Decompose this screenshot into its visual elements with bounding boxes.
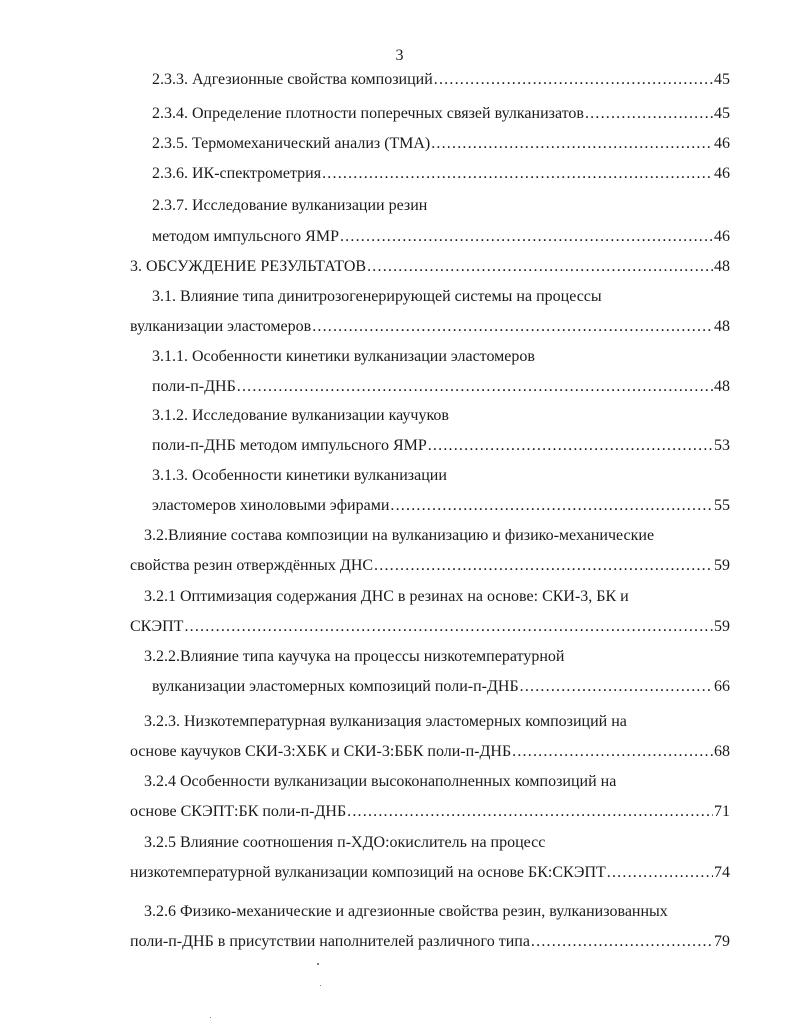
toc-entry-title: 2.3.4. Определение плотности поперечных связей вулканизатов [152,105,584,122]
toc-entry-3[interactable] [130,256,730,278]
toc-entry-3-1-2[interactable] [152,435,730,457]
toc-entry-title: вулканизации эластомеров [130,318,312,335]
toc-entry-3-2-6-line1[interactable]: 3.2.6 Физико-механические и адгезионные свойства резин, вулканизованных [144,903,668,920]
toc-leader-dots [434,69,713,91]
toc-entry-3-1-2-line1[interactable]: 3.1.2. Исследование вулканизации каучуков [152,407,449,424]
toc-entry-page: 59 [714,557,730,574]
toc-entry-page: 66 [714,678,730,695]
toc-entry-page: 79 [714,933,730,950]
toc-entry-3-2[interactable] [130,555,730,577]
toc-entry-page: 59 [714,618,730,635]
toc-entry-3-1-1[interactable] [152,376,730,398]
toc-entry-2-3-3[interactable] [152,69,730,91]
toc-entry-3-2-4-line1[interactable]: 3.2.4 Особенности вулканизации высоконаполненных композиций на [144,773,617,790]
toc-entry-title: эластомеров хиноловыми эфирами [152,497,390,514]
toc-entry-page: 68 [714,743,730,760]
toc-leader-dots [607,862,713,884]
toc-leader-dots [520,676,713,698]
toc-entry-title: низкотемпературной вулканизации композиций на основе БК:СКЭПТ [130,864,606,881]
page-number: 3 [395,47,404,64]
toc-entry-page: 53 [714,437,730,454]
scan-speck [210,1017,211,1018]
toc-entry-3-1-3-line1[interactable]: 3.1.3. Особенности кинетики вулканизации [152,467,447,484]
toc-entry-title: основе каучуков СКИ-3:ХБК и СКИ-3:ББК поли-п-ДНБ [130,743,512,760]
toc-entry-3-2-5-line1[interactable]: 3.2.5 Влияние соотношения п-ХДО:окислитель на процесс [144,834,546,851]
toc-entry-2-3-7-line1[interactable]: 2.3.7. Исследование вулканизации резин [152,197,428,214]
toc-leader-dots [322,163,713,185]
toc-leader-dots [512,741,713,763]
toc-entry-page: 45 [714,71,730,88]
toc-entry-page: 74 [714,864,730,881]
toc-entry-title: основе СКЭПТ:БК поли-п-ДНБ [130,803,347,820]
toc-entry-3-2-5[interactable] [130,862,730,884]
toc-entry-3-2-line1[interactable]: 3.2.Влияние состава композиции на вулканизацию и физико-механические [144,527,655,544]
toc-entry-title: поли-п-ДНБ в присутствии наполнителей различного типа [130,933,530,950]
toc-entry-3-1[interactable] [130,316,730,338]
toc-entry-2-3-4[interactable] [152,103,730,125]
toc-leader-dots [184,616,713,638]
scan-speck [317,963,319,965]
toc-leader-dots [237,376,713,398]
toc-leader-dots [428,435,713,457]
toc-entry-page: 48 [714,318,730,335]
toc-entry-page: 46 [714,135,730,152]
toc-leader-dots [585,103,713,125]
toc-entry-3-1-3[interactable] [152,495,730,517]
toc-entry-3-2-2[interactable] [152,676,730,698]
toc-entry-title: 2.3.3. Адгезионные свойства композиций [152,71,433,88]
toc-leader-dots [531,931,713,953]
toc-entry-3-2-3-line1[interactable]: 3.2.3. Низкотемпературная вулканизация эластомерных композиций на [144,713,627,730]
toc-entry-page: 48 [714,378,730,395]
toc-entry-page: 45 [714,105,730,122]
toc-entry-page: 71 [714,803,730,820]
toc-entry-3-2-4[interactable] [130,801,730,823]
toc-entry-title: 3. ОБСУЖДЕНИЕ РЕЗУЛЬТАТОВ [130,258,367,275]
toc-entry-3-2-3[interactable] [130,741,730,763]
toc-entry-page: 46 [714,165,730,182]
toc-leader-dots [367,256,713,278]
toc-entry-page: 55 [714,497,730,514]
toc-entry-title: вулканизации эластомерных композиций поли-п-ДНБ [152,678,519,695]
toc-leader-dots [340,226,713,248]
toc-entry-3-2-2-line1[interactable]: 3.2.2.Влияние типа каучука на процессы низкотемпературной [144,648,565,665]
toc-entry-2-3-5[interactable] [152,133,730,155]
toc-entry-title: 2.3.5. Термомеханический анализ (ТМА) [152,135,431,152]
toc-entry-2-3-6[interactable] [152,163,730,185]
toc-leader-dots [431,133,713,155]
toc-entry-2-3-7[interactable] [152,226,730,248]
toc-leader-dots [390,495,713,517]
toc-entry-title: СКЭПТ [130,618,184,635]
toc-entry-3-1-1-line1[interactable]: 3.1.1. Особенности кинетики вулканизации эластомеров [152,348,535,365]
toc-entry-3-2-1[interactable] [130,616,730,638]
toc-entry-3-1-line1[interactable]: 3.1. Влияние типа динитрозогенерирующей системы на процессы [152,288,602,305]
toc-leader-dots [374,555,713,577]
toc-entry-title: поли-п-ДНБ методом импульсного ЯМР [152,437,427,454]
toc-leader-dots [312,316,713,338]
toc-entry-3-2-1-line1[interactable]: 3.2.1 Оптимизация содержания ДНС в резинах на основе: СКИ-3, БК и [144,588,629,605]
toc-entry-3-2-6[interactable] [130,931,730,953]
toc-entry-page: 46 [714,228,730,245]
toc-leader-dots [347,801,713,823]
toc-entry-title: поли-п-ДНБ [152,378,236,395]
scan-speck [320,985,321,986]
toc-entry-page: 48 [714,258,730,275]
toc-entry-title: свойства резин отверждённых ДНС [130,557,374,574]
toc-entry-title: методом импульсного ЯМР [152,228,339,245]
toc-entry-title: 2.3.6. ИК-спектрометрия [152,165,322,182]
